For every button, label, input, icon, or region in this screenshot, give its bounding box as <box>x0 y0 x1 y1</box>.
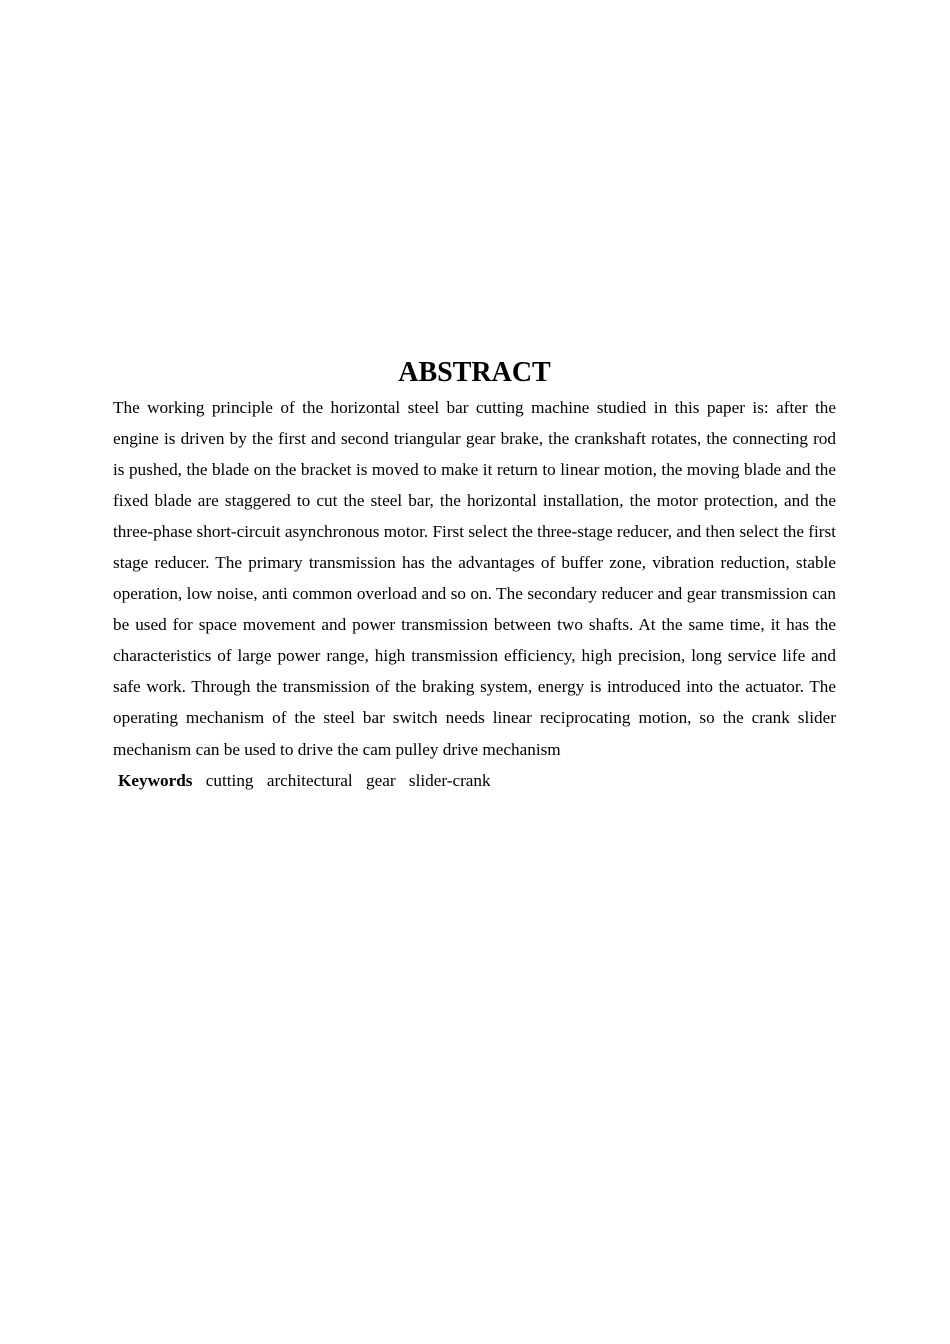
keyword-item: slider-crank <box>408 770 491 790</box>
abstract-title: ABSTRACT <box>398 357 551 388</box>
keyword-item: architectural <box>266 770 353 790</box>
abstract-section <box>113 354 836 796</box>
keyword-item: gear <box>366 770 396 790</box>
abstract-body: The working principle of the horizontal steel bar cutting machine studied in this paper is: after the engine is driven by the first and second triangular gear brake, the crankshaft rotates, the connecting rod is pushed, the blade on the bracket is moved to make it return to linear motion, the moving blade and the fixed blade are staggered to cut the steel bar, the horizontal installation, the motor protection, and the three-phase short-circuit asynchronous motor. First select the three-stage reducer, and then select the first stage reducer. The primary transmission has the advantages of buffer zone, vibration reduction, stable operation, low noise, anti common overload and so on. The secondary reducer and gear transmission can be used for space movement and power transmission between two shafts. At the same time, it has the characteristics of large power range, high transmission efficiency, high precision, long service life and safe work. Through the transmission of the braking system, energy is introduced into the actuator. The operating mechanism of the steel bar switch needs linear reciprocating motion, so the crank slider mechanism can be used to drive the cam pulley drive mechanism <box>113 398 836 759</box>
keywords-label: Keywords <box>118 770 193 790</box>
keywords-line <box>113 765 836 796</box>
keyword-item: cutting <box>205 770 254 790</box>
